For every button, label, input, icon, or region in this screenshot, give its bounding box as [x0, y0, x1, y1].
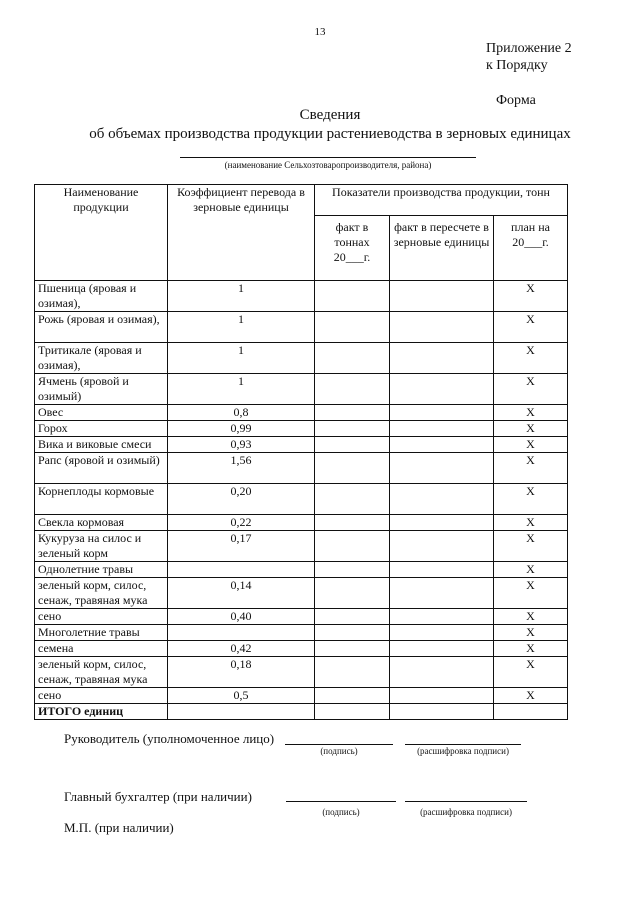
header-fact-grain: факт в пересчете в зерновые единицы: [390, 216, 494, 281]
coefficient-cell: 0,18: [168, 657, 315, 688]
accountant-decode-field[interactable]: [405, 801, 527, 802]
plan-cell[interactable]: X: [494, 625, 568, 641]
appendix-note: [486, 40, 572, 74]
head-decode-caption: (расшифровка подписи): [417, 746, 509, 756]
coefficient-cell: 0,22: [168, 515, 315, 531]
table-row: [35, 578, 568, 609]
table-row: [35, 625, 568, 641]
fact-tons-cell[interactable]: [315, 405, 390, 421]
product-name-cell: сено: [35, 609, 168, 625]
fact-tons-cell[interactable]: [315, 453, 390, 484]
plan-cell[interactable]: X: [494, 688, 568, 704]
head-signature-field[interactable]: [285, 744, 393, 745]
fact-tons-cell[interactable]: [315, 609, 390, 625]
table-row: [35, 374, 568, 405]
accountant-label: Главный бухгалтер (при наличии): [64, 789, 252, 804]
table-row: [35, 281, 568, 312]
header-coefficient: Коэффициент перевода в зерновые единицы: [168, 185, 315, 281]
product-name-cell: Корнеплоды кормовые: [35, 484, 168, 515]
accountant-signature-caption: (подпись): [322, 807, 360, 817]
header-fact-tons: факт в тоннах 20___г.: [315, 216, 390, 281]
product-name-cell: Многолетние травы: [35, 625, 168, 641]
table-row: [35, 657, 568, 688]
appendix-line2: к Порядку: [486, 58, 548, 73]
coefficient-cell: 0,14: [168, 578, 315, 609]
plan-cell[interactable]: X: [494, 453, 568, 484]
coefficient-cell: 1: [168, 343, 315, 374]
coefficient-cell: 0,99: [168, 421, 315, 437]
head-signature-caption: (подпись): [320, 746, 358, 756]
fact-tons-cell[interactable]: [315, 343, 390, 374]
plan-cell[interactable]: X: [494, 531, 568, 562]
fact-grain-cell[interactable]: [390, 657, 494, 688]
plan-cell[interactable]: X: [494, 421, 568, 437]
table-row: [35, 437, 568, 453]
stamp-label: М.П. (при наличии): [64, 820, 174, 835]
fact-grain-cell[interactable]: [390, 562, 494, 578]
plan-cell[interactable]: X: [494, 657, 568, 688]
fact-grain-cell[interactable]: [390, 281, 494, 312]
accountant-signature-field[interactable]: [286, 801, 396, 802]
table-row: [35, 421, 568, 437]
fact-tons-cell[interactable]: [315, 578, 390, 609]
product-name-cell: Пшеница (яровая и озимая),: [35, 281, 168, 312]
coefficient-cell: 1: [168, 374, 315, 405]
fact-tons-cell[interactable]: [315, 515, 390, 531]
fact-grain-cell[interactable]: [390, 421, 494, 437]
plan-cell[interactable]: X: [494, 405, 568, 421]
table-row: [35, 484, 568, 515]
production-table: [34, 184, 568, 720]
fact-tons-cell[interactable]: [315, 421, 390, 437]
head-label: Руководитель (уполномоченное лицо): [64, 731, 275, 746]
fact-grain-cell[interactable]: [390, 515, 494, 531]
total-fact-tons-cell[interactable]: [315, 704, 390, 720]
fact-grain-cell[interactable]: [390, 484, 494, 515]
product-name-cell: Свекла кормовая: [35, 515, 168, 531]
fact-grain-cell[interactable]: [390, 641, 494, 657]
table-row: [35, 562, 568, 578]
plan-cell[interactable]: X: [494, 281, 568, 312]
product-name-cell: Рожь (яровая и озимая),: [35, 312, 168, 343]
table-row: [35, 688, 568, 704]
plan-cell[interactable]: X: [494, 374, 568, 405]
fact-tons-cell[interactable]: [315, 657, 390, 688]
fact-grain-cell[interactable]: [390, 374, 494, 405]
fact-tons-cell[interactable]: [315, 562, 390, 578]
total-coefficient-cell: [168, 704, 315, 720]
fact-grain-cell[interactable]: [390, 625, 494, 641]
product-name-cell: Рапс (яровой и озимый): [35, 453, 168, 484]
coefficient-cell: 1: [168, 281, 315, 312]
fact-grain-cell[interactable]: [390, 578, 494, 609]
product-name-cell: Кукуруза на силос и зеленый корм: [35, 531, 168, 562]
product-name-cell: Однолетние травы: [35, 562, 168, 578]
table-row: [35, 312, 568, 343]
product-name-cell: Горох: [35, 421, 168, 437]
plan-cell[interactable]: X: [494, 343, 568, 374]
fact-tons-cell[interactable]: [315, 437, 390, 453]
producer-name-caption: (наименование Сельхозтоваропроизводителя, района): [224, 160, 432, 170]
page-number: 13: [314, 26, 326, 38]
product-name-cell: зеленый корм, силос, сенаж, травяная мука: [35, 578, 168, 609]
fact-grain-cell[interactable]: [390, 312, 494, 343]
total-row: [35, 704, 568, 720]
plan-cell[interactable]: X: [494, 515, 568, 531]
total-fact-grain-cell[interactable]: [390, 704, 494, 720]
fact-grain-cell[interactable]: [390, 453, 494, 484]
product-name-cell: Вика и виковые смеси: [35, 437, 168, 453]
plan-cell[interactable]: X: [494, 609, 568, 625]
coefficient-cell: 0,17: [168, 531, 315, 562]
form-label: Форма: [496, 93, 536, 108]
table-row: [35, 609, 568, 625]
fact-grain-cell[interactable]: [390, 437, 494, 453]
fact-tons-cell[interactable]: [315, 531, 390, 562]
coefficient-cell: [168, 562, 315, 578]
coefficient-cell: 0,40: [168, 609, 315, 625]
coefficient-cell: 1,56: [168, 453, 315, 484]
fact-grain-cell[interactable]: [390, 609, 494, 625]
plan-cell[interactable]: X: [494, 578, 568, 609]
table-row: [35, 453, 568, 484]
head-decode-field[interactable]: [405, 744, 521, 745]
product-name-cell: сено: [35, 688, 168, 704]
product-name-cell: зеленый корм, силос, сенаж, травяная мука: [35, 657, 168, 688]
table-row: [35, 343, 568, 374]
product-name-cell: семена: [35, 641, 168, 657]
total-label: ИТОГО единиц: [35, 704, 168, 720]
coefficient-cell: 0,20: [168, 484, 315, 515]
header-plan: план на 20___г.: [494, 216, 568, 281]
product-name-cell: Ячмень (яровой и озимый): [35, 374, 168, 405]
coefficient-cell: [168, 625, 315, 641]
coefficient-cell: 0,8: [168, 405, 315, 421]
table-row: [35, 531, 568, 562]
total-plan-cell[interactable]: [494, 704, 568, 720]
fact-tons-cell[interactable]: [315, 625, 390, 641]
producer-name-field[interactable]: [180, 157, 476, 158]
fact-tons-cell[interactable]: [315, 484, 390, 515]
table-row: [35, 641, 568, 657]
document-subtitle: об объемах производства продукции растениеводства в зерновых единицах: [89, 126, 571, 142]
table-row: [35, 515, 568, 531]
fact-tons-cell[interactable]: [315, 688, 390, 704]
accountant-decode-caption: (расшифровка подписи): [420, 807, 512, 817]
fact-grain-cell[interactable]: [390, 531, 494, 562]
plan-cell[interactable]: X: [494, 312, 568, 343]
plan-cell[interactable]: X: [494, 484, 568, 515]
plan-cell[interactable]: X: [494, 641, 568, 657]
fact-tons-cell[interactable]: [315, 312, 390, 343]
appendix-line1: Приложение 2: [486, 41, 572, 56]
plan-cell[interactable]: X: [494, 562, 568, 578]
product-name-cell: Овес: [35, 405, 168, 421]
fact-tons-cell[interactable]: [315, 374, 390, 405]
fact-grain-cell[interactable]: [390, 343, 494, 374]
table-row: [35, 405, 568, 421]
header-indicators: Показатели производства продукции, тонн: [315, 185, 568, 216]
header-product: Наименование продукции: [35, 185, 168, 281]
fact-grain-cell[interactable]: [390, 688, 494, 704]
fact-grain-cell[interactable]: [390, 405, 494, 421]
coefficient-cell: 0,42: [168, 641, 315, 657]
plan-cell[interactable]: X: [494, 437, 568, 453]
product-name-cell: Тритикале (яровая и озимая),: [35, 343, 168, 374]
fact-tons-cell[interactable]: [315, 641, 390, 657]
coefficient-cell: 0,93: [168, 437, 315, 453]
coefficient-cell: 1: [168, 312, 315, 343]
fact-tons-cell[interactable]: [315, 281, 390, 312]
coefficient-cell: 0,5: [168, 688, 315, 704]
document-title: Сведения: [299, 107, 361, 123]
table-header-row: [35, 185, 568, 216]
